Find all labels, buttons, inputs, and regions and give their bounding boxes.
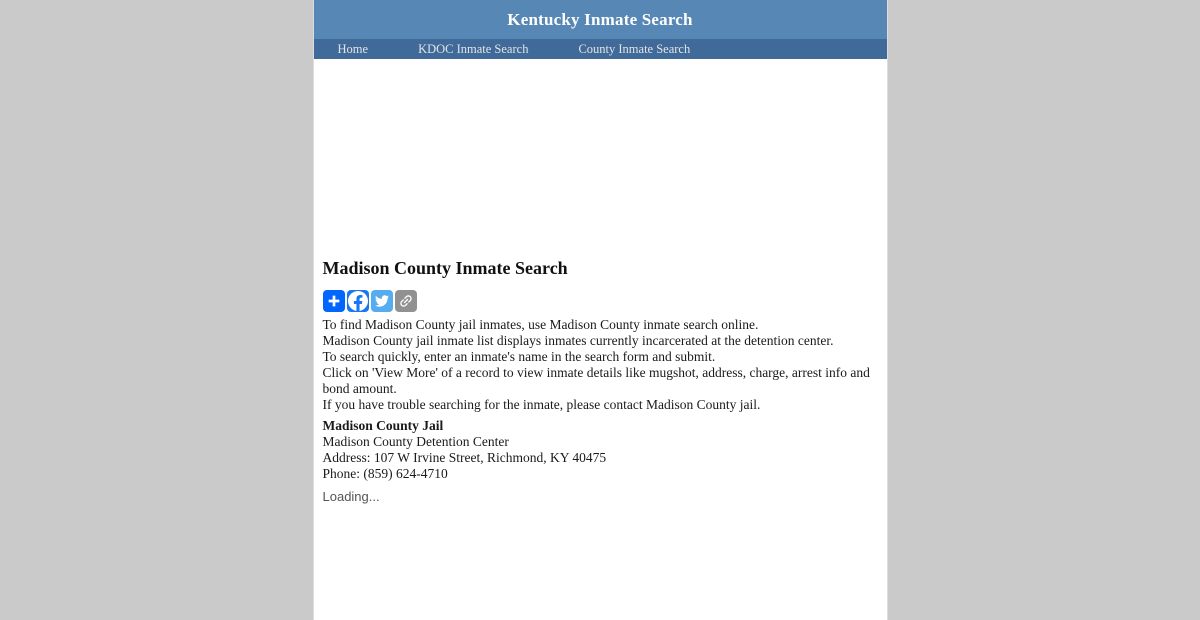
loading-indicator: Loading... [322,489,380,504]
plus-icon [326,293,342,309]
page-title: Madison County Inmate Search [322,258,568,278]
share-plus-button[interactable] [323,290,345,312]
intro-line-4: Click on 'View More' of a record to view inmate details like mugshot, address, charge, arrest info and bond amount. [322,365,870,396]
facebook-icon [348,291,368,311]
nav-item-kdoc-inmate-search[interactable]: KDOC Inmate Search [418,42,529,56]
intro-line-2: Madison County jail inmate list displays inmates currently incarcerated at the detention center. [322,333,834,348]
site-header [314,0,887,39]
copy-link-button[interactable] [395,290,417,312]
intro-text [323,317,878,413]
site-title: Kentucky Inmate Search [507,9,693,29]
twitter-share-button[interactable] [371,290,393,312]
jail-name: Madison County Jail [322,418,444,433]
page-container [313,0,888,620]
content-area [314,258,887,504]
main-nav [314,39,887,59]
intro-line-1: To find Madison County jail inmates, use Madison County inmate search online. [322,317,759,332]
intro-line-3: To search quickly, enter an inmate's name in the search form and submit. [322,349,716,364]
nav-item-home[interactable]: Home [337,42,369,56]
jail-info-block [323,418,878,482]
twitter-icon [375,294,389,308]
jail-address: Address: 107 W Irvine Street, Richmond, KY 40475 [322,450,607,465]
link-icon [398,293,414,309]
facebook-share-button[interactable] [347,290,369,312]
intro-line-5: If you have trouble searching for the inmate, please contact Madison County jail. [322,397,761,412]
share-buttons-row [323,290,878,312]
jail-facility: Madison County Detention Center [322,434,509,449]
empty-ad-space [314,59,887,258]
jail-phone: Phone: (859) 624-4710 [322,466,448,481]
nav-item-county-inmate-search[interactable]: County Inmate Search [578,42,691,56]
